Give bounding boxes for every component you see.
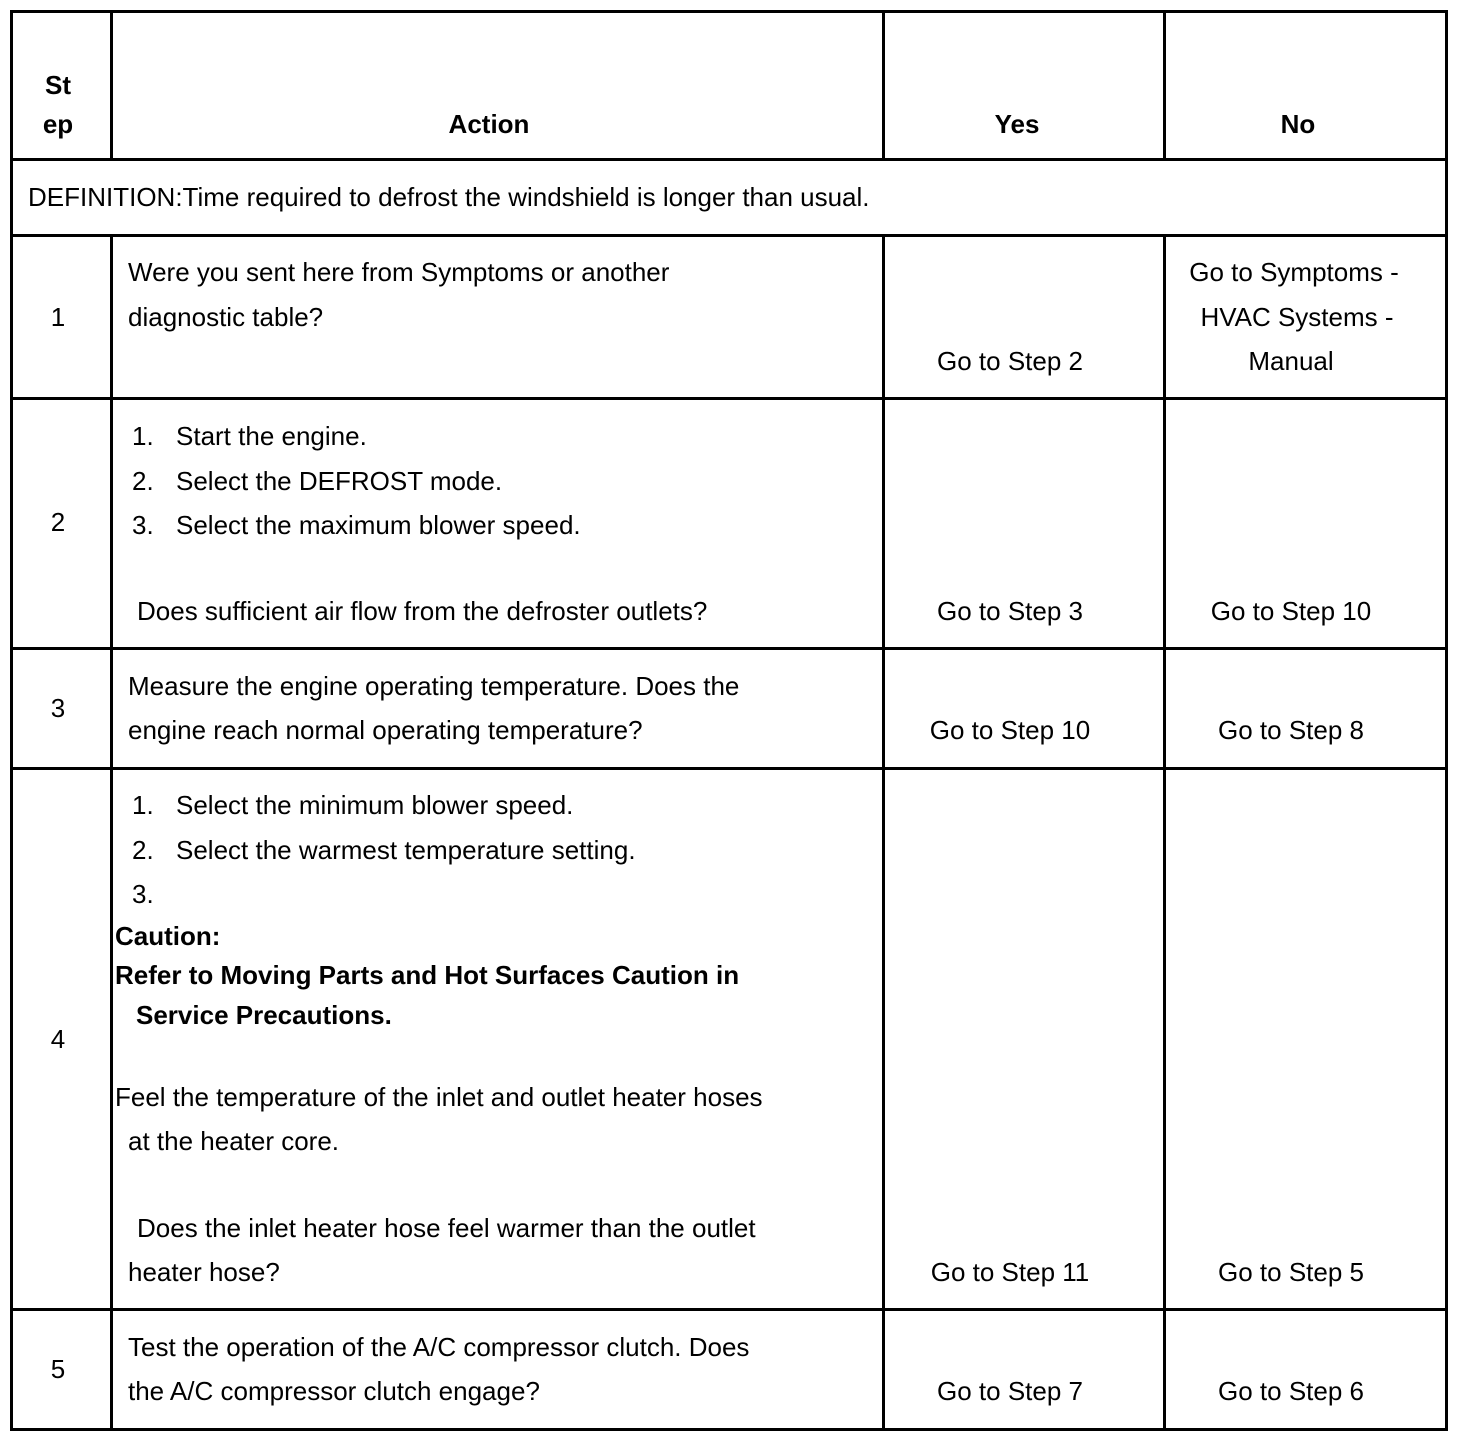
- caution-text: Service Precautions.: [136, 1000, 392, 1030]
- list-text: Select the warmest temperature setting.: [176, 835, 636, 865]
- action-line: diagnostic table?: [128, 302, 324, 332]
- header-step-line2: ep: [42, 109, 74, 139]
- list-text: Start the engine.: [176, 421, 367, 451]
- row-divider: [13, 234, 1445, 237]
- question-text: Does sufficient air flow from the defroster outlets?: [137, 596, 708, 626]
- no-result: Go to Step 10: [1210, 596, 1372, 626]
- list-text: Select the minimum blower speed.: [176, 790, 574, 820]
- yes-result: Go to Step 10: [929, 715, 1091, 745]
- no-result: Go to Step 5: [1218, 1257, 1364, 1287]
- list-item: [132, 510, 581, 540]
- step-number: 5: [50, 1354, 66, 1384]
- no-result-line: Go to Symptoms -: [1189, 257, 1399, 287]
- yes-result: Go to Step 3: [937, 596, 1083, 626]
- header-no: No: [1280, 109, 1316, 139]
- instruction-line: at the heater core.: [128, 1126, 340, 1156]
- row-divider: [13, 647, 1445, 650]
- list-text: Select the maximum blower speed.: [176, 510, 581, 540]
- list-text: Select the DEFROST mode.: [176, 466, 503, 496]
- list-number: 3.: [132, 879, 154, 909]
- list-number: 1.: [132, 421, 154, 451]
- list-number: 2.: [132, 466, 154, 496]
- list-number: 2.: [132, 835, 154, 865]
- step-number: 4: [50, 1024, 66, 1054]
- action-line: Test the operation of the A/C compressor clutch. Does: [128, 1332, 750, 1362]
- header-step-line1: St: [45, 70, 71, 100]
- row-divider: [13, 397, 1445, 400]
- list-item: [132, 466, 502, 496]
- column-divider: [1163, 234, 1166, 1428]
- step-number: 1: [50, 302, 66, 332]
- row-divider: [13, 1308, 1445, 1311]
- action-line: engine reach normal operating temperature?: [128, 715, 643, 745]
- diagnostic-table: [10, 10, 1448, 1431]
- instruction-line: Feel the temperature of the inlet and outlet heater hoses: [115, 1082, 763, 1112]
- list-item: [132, 835, 636, 865]
- step-number: 3: [50, 693, 66, 723]
- question-text: heater hose?: [128, 1257, 280, 1287]
- yes-result: Go to Step 11: [930, 1257, 1090, 1287]
- action-line: Measure the engine operating temperature. Does the: [128, 671, 740, 701]
- caution-title: Caution:: [115, 921, 221, 951]
- no-result-line: HVAC Systems -: [1200, 302, 1394, 332]
- action-line: Were you sent here from Symptoms or another: [128, 257, 670, 287]
- caution-text: Refer to Moving Parts and Hot Surfaces Caution in: [115, 960, 740, 990]
- definition-text: DEFINITION:Time required to defrost the windshield is longer than usual.: [28, 182, 870, 212]
- no-result-line: Manual: [1248, 346, 1334, 376]
- header-yes: Yes: [994, 109, 1040, 139]
- question-text: Does the inlet heater hose feel warmer than the outlet: [137, 1213, 756, 1243]
- list-number: 1.: [132, 790, 154, 820]
- yes-result: Go to Step 7: [937, 1376, 1083, 1406]
- list-item: [132, 421, 367, 451]
- list-number: 3.: [132, 510, 154, 540]
- row-divider: [13, 158, 1445, 161]
- list-item: [132, 879, 176, 909]
- action-line: the A/C compressor clutch engage?: [128, 1376, 540, 1406]
- column-divider: [882, 234, 885, 1428]
- column-divider: [110, 234, 113, 1428]
- header-step: [13, 70, 103, 139]
- step-number: 2: [50, 507, 66, 537]
- no-result: Go to Step 8: [1218, 715, 1364, 745]
- row-divider: [13, 767, 1445, 770]
- list-item: [132, 790, 573, 820]
- no-result: Go to Step 6: [1218, 1376, 1364, 1406]
- header-action: Action: [448, 109, 530, 139]
- yes-result: Go to Step 2: [937, 346, 1083, 376]
